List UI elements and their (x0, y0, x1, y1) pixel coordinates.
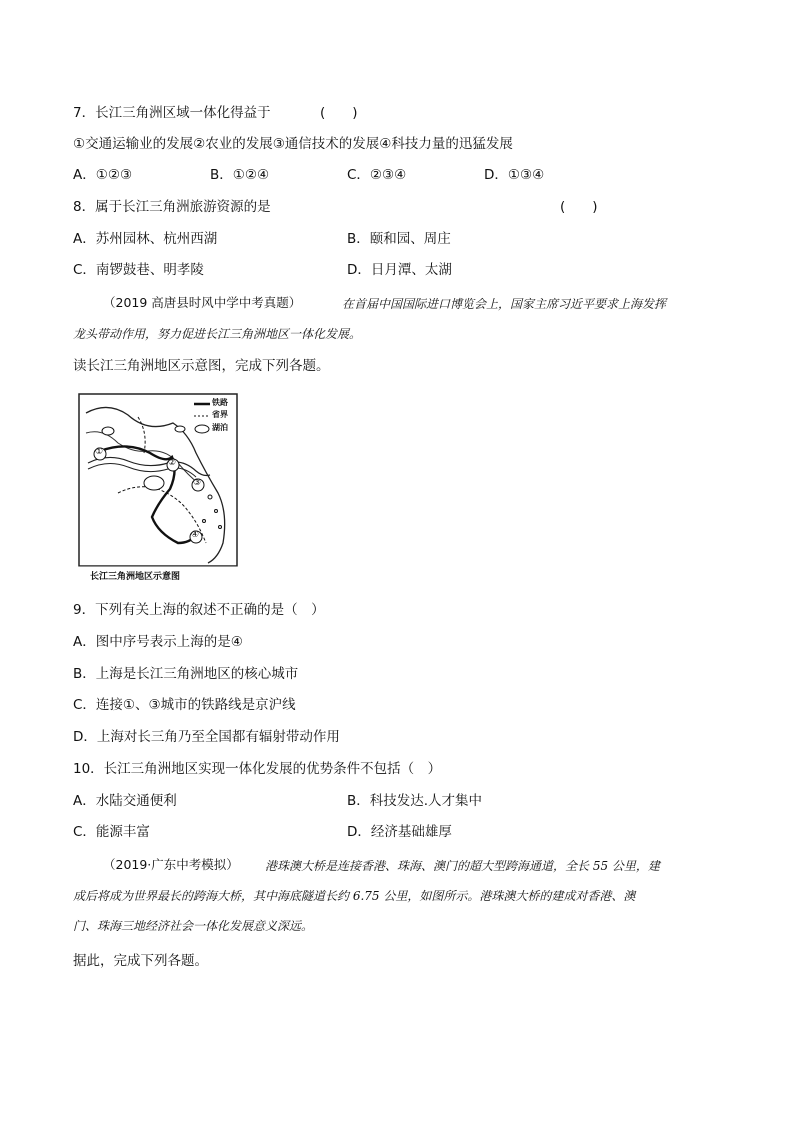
q9-option-a: A．图中序号表示上海的是④ (73, 634, 243, 650)
instruction2: 据此，完成下列各题。 (73, 953, 208, 969)
legend-railway-label: 铁路 (212, 398, 228, 407)
q8-option-b: B．颐和园、周庄 (347, 231, 451, 247)
q10-option-d: D．经济基础雄厚 (347, 824, 452, 840)
map-caption: 长江三角洲地区示意图 (90, 572, 181, 582)
q10-option-a: A．水陆交通便利 (73, 793, 177, 809)
q10-option-b: B．科技发达.人才集中 (347, 793, 483, 809)
q9-stem: 9．下列有关上海的叙述不正确的是（ ） (73, 602, 325, 618)
q8-blank: ( ) (560, 199, 598, 215)
q7-option-d: D．①③④ (484, 167, 545, 183)
map-marker-4: ④ (191, 530, 200, 540)
yangtze-delta-map (78, 393, 238, 581)
q10-option-c: C．能源丰富 (73, 824, 150, 840)
legend-boundary-label: 省界 (212, 410, 228, 419)
q8-option-d: D．日月潭、太湖 (347, 262, 452, 278)
map-marker-1: ① (95, 447, 104, 457)
map-marker-3: ③ (193, 478, 202, 488)
q8-stem: 8．属于长江三角洲旅游资源的是 (73, 199, 271, 215)
passage2-source: （2019·广东中考模拟） (103, 857, 239, 872)
passage2-line3: 门、珠海三地经济社会一体化发展意义深远。 (73, 919, 314, 933)
q8-option-c: C．南锣鼓巷、明孝陵 (73, 262, 204, 278)
passage2-line1: 港珠澳大桥是连接香港、珠海、澳门的超大型跨海通道，全长 55 公里，建 (265, 859, 660, 873)
q9-option-b: B．上海是长江三角洲地区的核心城市 (73, 666, 299, 682)
q7-option-b: B．①②④ (210, 167, 270, 183)
passage2-line2: 成后将成为世界最长的跨海大桥，其中海底隧道长约 6.75 公里，如图所示。港珠澳大桥的建成对香港、澳 (73, 889, 636, 903)
q7-stem (73, 104, 271, 122)
passage1-line2: 龙头带动作用，努力促进长江三角洲地区一体化发展。 (73, 327, 362, 341)
q9-option-d: D．上海对长三角乃至全国都有辐射带动作用 (73, 729, 340, 745)
q7-blank: ( ) (320, 105, 358, 121)
q7-items: ①交通运输业的发展②农业的发展③通信技术的发展④科技力量的迅猛发展 (73, 136, 513, 152)
q7-option-c: C．②③④ (347, 167, 407, 183)
q10-stem: 10．长江三角洲地区实现一体化发展的优势条件不包括（ ） (73, 761, 442, 777)
q7-stem-text: 7．长江三角洲区域一体化得益于 (73, 105, 271, 121)
q9-option-c: C．连接①、③城市的铁路线是京沪线 (73, 697, 296, 713)
passage1-line1: 在首届中国国际进口博览会上，国家主席习近平要求上海发挥 (342, 297, 667, 311)
q8-option-a: A．苏州园林、杭州西湖 (73, 231, 218, 247)
q7-option-a: A．①②③ (73, 167, 133, 183)
instruction1: 读长江三角洲地区示意图，完成下列各题。 (73, 358, 330, 374)
passage1-source: （2019 高唐县时风中学中考真题） (103, 295, 302, 310)
legend-lake-label: 湖泊 (212, 423, 228, 432)
map-marker-2: ② (168, 458, 177, 468)
